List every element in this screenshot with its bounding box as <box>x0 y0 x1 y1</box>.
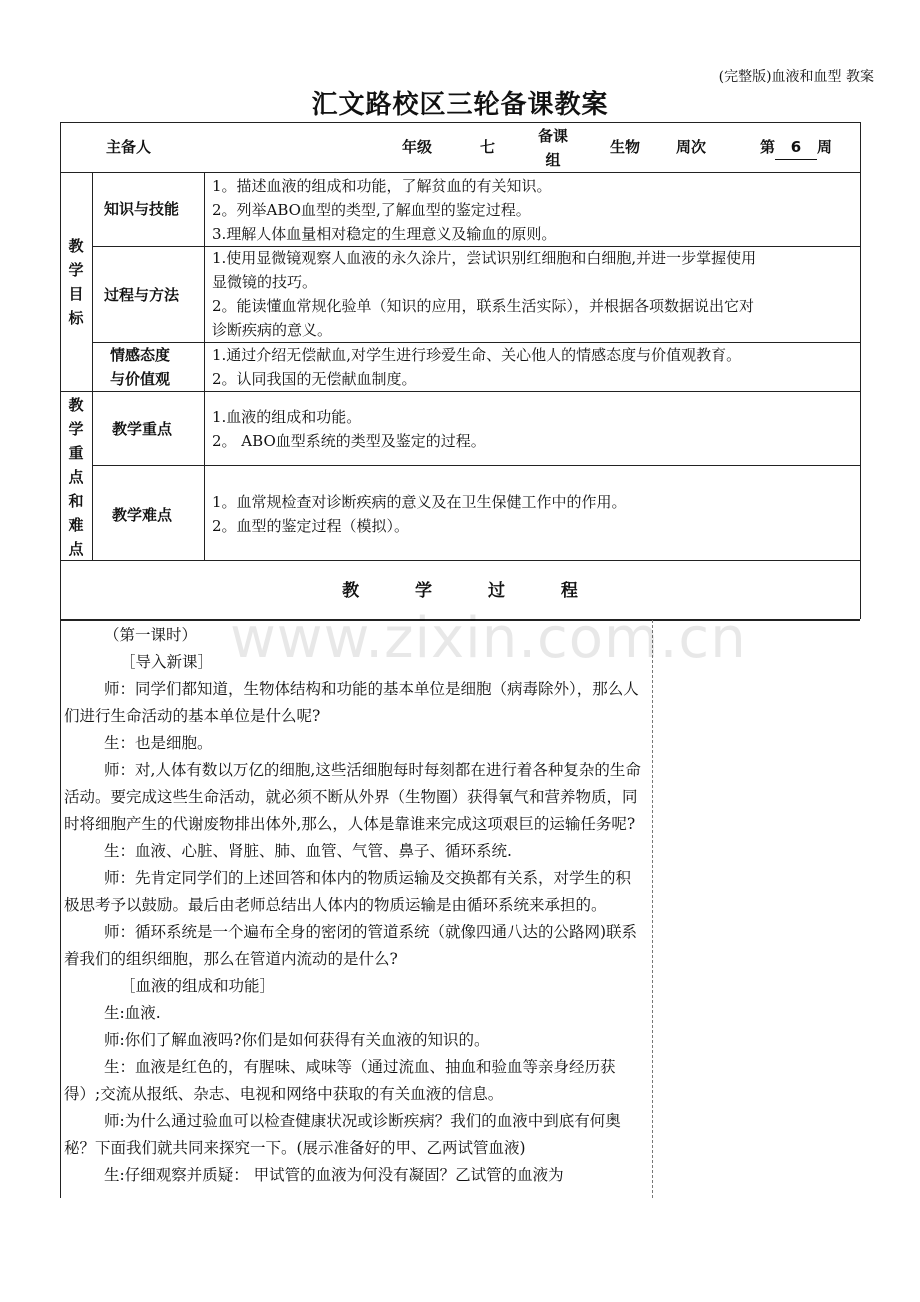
lesson-paragraph: 生：也是细胞。 <box>104 734 213 752</box>
emotion-line: 1.通过介绍无偿献血,对学生进行珍爱生命、关心他人的情感态度与价值观教育。 <box>212 346 742 364</box>
process-line: 诊断疾病的意义。 <box>212 321 333 339</box>
focus-label: 教学重点 <box>112 420 173 438</box>
notes-column-divider <box>652 620 653 1198</box>
lesson-paragraph: （第一课时） <box>104 626 198 644</box>
emotion-line: 2。认同我国的无偿献血制度。 <box>212 370 417 388</box>
lesson-paragraph: 生:血液. <box>104 1004 161 1022</box>
side-label-char: 重 <box>68 444 84 462</box>
row-divider <box>92 465 860 466</box>
objectives-side-label <box>65 234 87 330</box>
heading-char: 教 <box>342 581 360 601</box>
side-label-char: 点 <box>68 468 84 486</box>
week-prefix: 第 <box>760 138 776 156</box>
group-label-line: 备课 <box>538 127 569 145</box>
lesson-paragraph: 师：同学们都知道，生物体结构和功能的基本单位是细胞（病毒除外），那么人们进行生命活动的基本单位是什么呢? <box>64 680 639 725</box>
process-method-content <box>212 246 857 342</box>
side-label-char: 目 <box>68 285 84 303</box>
column-divider <box>204 172 205 560</box>
group-value: 生物 <box>610 138 641 156</box>
lesson-paragraph: 师:你们了解血液吗?你们是如何获得有关血液的知识的。 <box>104 1031 490 1049</box>
grade-label: 年级 <box>402 138 433 156</box>
knowledge-line: 3.理解人体血量相对稳定的生理意义及输血的原则。 <box>212 225 557 243</box>
heading-char: 过 <box>487 581 505 601</box>
emotion-label-line: 情感态度 <box>110 346 171 364</box>
row-divider <box>60 172 860 173</box>
document-header-note: (完整版)血液和血型 教案 <box>718 69 874 85</box>
keypoints-side-label <box>65 393 87 561</box>
lesson-paragraph: 师：对,人体有数以万亿的细胞,这些活细胞每时每刻都在进行着各种复杂的生命活动。要完成这些生命活动，就必须不断从外界（生物圈）获得氧气和营养物质，同时将细胞产生的代谢废物排出体外,那么，人体是靠谁来完成这项艰巨的运输任务呢? <box>64 761 641 833</box>
table-border-left <box>60 122 61 1198</box>
side-label-char: 教 <box>68 396 84 414</box>
week-value: 6 <box>775 135 817 160</box>
knowledge-label: 知识与技能 <box>104 200 180 218</box>
side-label-char: 和 <box>68 492 84 510</box>
table-border-right <box>860 122 861 619</box>
lesson-paragraph: 师：循环系统是一个遍布全身的密闭的管道系统（就像四通八达的公路网)联系着我们的组织细胞，那么在管道内流动的是什么? <box>64 923 638 968</box>
side-label-char: 教 <box>68 237 84 255</box>
group-label <box>538 124 568 172</box>
preparer-label: 主备人 <box>106 138 152 156</box>
knowledge-line: 2。列举ABO血型的类型,了解血型的鉴定过程。 <box>212 201 531 219</box>
row-divider <box>60 391 860 392</box>
lesson-paragraph: 师:为什么通过验血可以检查健康状况或诊断疾病？我们的血液中到底有何奥秘？下面我们就共同来探究一下。(展示准备好的甲、乙两试管血液) <box>64 1112 621 1157</box>
row-divider <box>60 560 860 561</box>
watermark: www.zixin.com.cn <box>230 606 747 671</box>
knowledge-line: 1。描述血液的组成和功能，了解贫血的有关知识。 <box>212 177 552 195</box>
process-line: 显微镜的技巧。 <box>212 273 318 291</box>
side-label-char: 难 <box>68 516 84 534</box>
lesson-paragraph: 生：血液是红色的，有腥味、咸味等（通过流血、抽血和验血等亲身经历获得）;交流从报纸、杂志、电视和网络中获取的有关血液的信息。 <box>64 1058 616 1103</box>
difficulty-label: 教学难点 <box>112 506 173 524</box>
side-label-char: 学 <box>68 261 84 279</box>
knowledge-content <box>212 174 857 246</box>
process-line: 1.使用显微镜观察人血液的永久涂片，尝试识别红细胞和白细胞,并进一步掌握使用 <box>212 249 757 267</box>
process-method-label: 过程与方法 <box>104 286 180 304</box>
focus-content <box>212 405 857 453</box>
emotion-label <box>110 343 170 391</box>
heading-char: 程 <box>560 581 578 601</box>
difficulty-line: 1。血常规检查对诊断疾病的意义及在卫生保健工作中的作用。 <box>212 493 627 511</box>
week-label: 周次 <box>676 138 707 156</box>
page-title: 汇文路校区三轮备课教案 <box>311 90 609 120</box>
lesson-section-heading: ［血液的组成和功能］ <box>120 977 276 995</box>
grade-value: 七 <box>480 138 496 156</box>
focus-line: 2。 ABO血型系统的类型及鉴定的过程。 <box>212 432 486 450</box>
lesson-paragraph: 师：先肯定同学们的上述回答和体内的物质运输及交换都有关系，对学生的积极思考予以鼓励。最后由老师总结出人体内的物质运输是由循环系统来承担的。 <box>64 869 632 914</box>
week-suffix: 周 <box>817 138 833 156</box>
lesson-section-heading: ［导入新课］ <box>120 653 214 671</box>
focus-line: 1.血液的组成和功能。 <box>212 408 362 426</box>
difficulty-content <box>212 490 857 538</box>
week-field <box>760 135 832 160</box>
side-label-char: 标 <box>68 309 84 327</box>
lesson-paragraph: 生:仔细观察并质疑： 甲试管的血液为何没有凝固？乙试管的血液为 <box>104 1166 564 1184</box>
lesson-body <box>64 622 646 1189</box>
side-label-char: 学 <box>68 420 84 438</box>
column-divider <box>92 172 93 560</box>
side-label-char: 点 <box>68 540 84 558</box>
group-label-line: 组 <box>545 151 561 169</box>
emotion-label-line: 与价值观 <box>110 370 171 388</box>
lesson-paragraph: 生：血液、心脏、肾脏、肺、血管、气管、鼻子、循环系统. <box>104 842 512 860</box>
table-border-top <box>60 122 860 123</box>
difficulty-line: 2。血型的鉴定过程（模拟）。 <box>212 517 410 535</box>
process-line: 2。能读懂血常规化验单（知识的应用，联系生活实际），并根据各项数据说出它对 <box>212 297 755 315</box>
emotion-content <box>212 343 857 391</box>
teaching-process-heading <box>0 576 920 601</box>
heading-char: 学 <box>415 581 433 601</box>
